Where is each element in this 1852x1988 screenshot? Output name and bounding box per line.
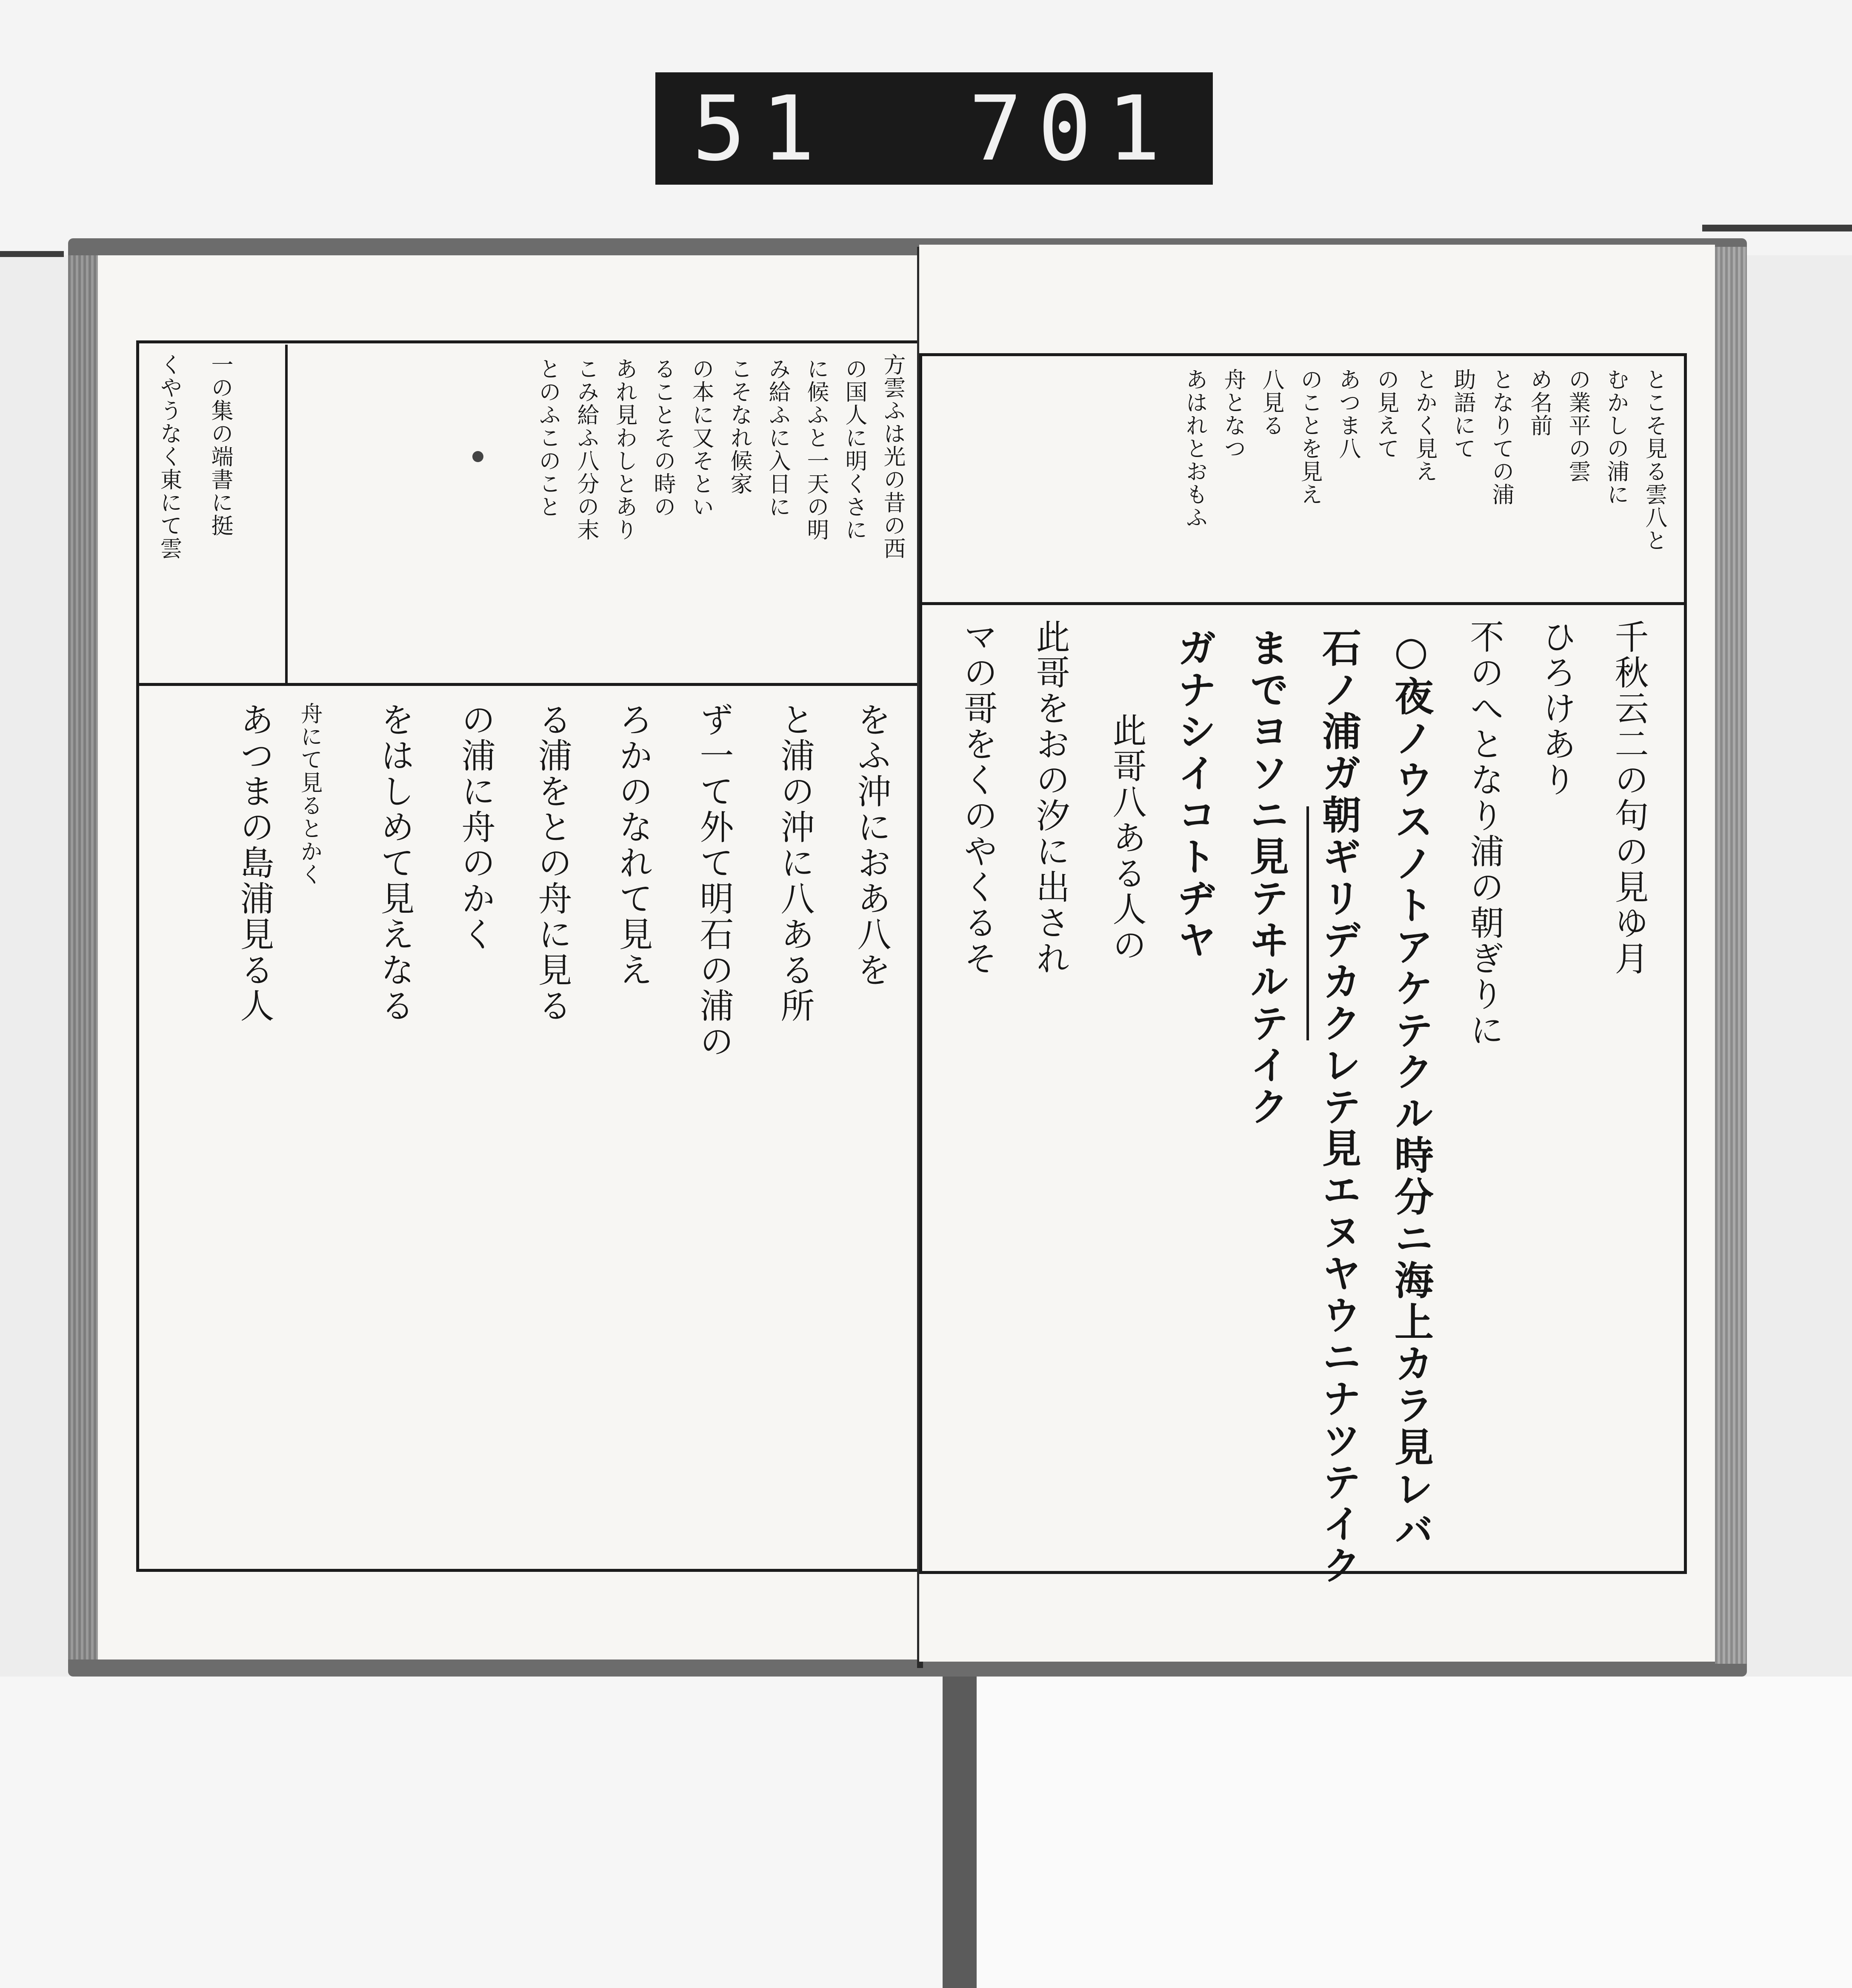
headnote-divider [285,345,288,685]
upper-column: とのふこのこと [535,357,560,518]
left-page-divider [136,683,919,686]
upper-column: あつま八 [1335,368,1360,460]
right-reference-line [1702,225,1852,231]
upper-column: こそなれ候家 [726,357,752,495]
upper-column: 舟となつ [1220,368,1246,460]
upper-column: あはれとおもふ [1182,368,1207,529]
upper-column: とかく見え [1412,368,1437,483]
upper-column: の業平の雲 [1565,368,1590,483]
upper-column: 八見る [1258,368,1284,437]
main-column: と浦の沖に八ある所 [775,702,815,1024]
upper-column: とこそ見る雲八と [1641,368,1667,552]
open-book [68,238,1747,1677]
right-page [919,245,1715,1662]
upper-column: の見えて [1373,368,1399,460]
upper-column: のことを見え [1297,368,1322,506]
main-column: ず一て外て明石の浦の [694,702,734,1060]
bottom-dark-strip [943,1677,977,1988]
upper-column: むかしの浦に [1603,368,1629,506]
upper-column: となりての浦 [1488,368,1514,506]
poem-gloss-column: ガナシイコトヂヤ [1171,628,1217,961]
main-column: 不のへとなり浦の朝ぎりに [1464,619,1504,1048]
upper-column: め名前 [1526,368,1552,437]
headnote-column: くやうなく東にて雲 [156,353,182,560]
main-column: る浦をとの舟に見る [532,702,572,1024]
poem-gloss-column: ○夜ノウスノトアケテクル時分ニ海上カラ見レバ [1388,628,1434,1552]
bottom-left-background [0,1677,949,1988]
main-column: をふ沖におあ八を [852,702,891,988]
main-column: 此哥をおの汐に出され [1030,619,1070,977]
sub-column: 舟にて見るとかく [297,702,322,886]
upper-column: み給ふに入日に [765,357,790,518]
bottom-right-background [977,1677,1852,1988]
upper-column: あれ見わしとあり [612,357,637,541]
page-edges-left [68,255,98,1660]
upper-column: 助語にて [1450,368,1475,460]
translation-rule [1306,806,1309,1040]
headnote-column: 一の集の端書に挺 [207,353,233,537]
headnote-column: 方雲ふは光の昔の西 [880,353,905,560]
upper-column: の国人に明くさに [841,357,867,541]
accession-label [655,72,1213,185]
main-column: の浦に舟のかく [456,702,495,952]
right-page-divider [919,602,1685,605]
main-column: あつまの島浦見る人 [234,702,274,1024]
upper-column: の本に又そとい [688,357,714,518]
page-edges-right [1715,247,1747,1664]
main-column: ひろけあり [1537,619,1576,798]
main-column: マの哥をくのやくるそ [958,619,997,977]
main-column: 此哥八ある人の [1107,713,1146,963]
poem-gloss-column: 石ノ浦ガ朝ギリデカクレテ見エヌヤウニナツテイク [1316,628,1362,1587]
upper-column: こみ給ふ八分の末 [573,357,599,541]
main-column: ろかのなれて見え [613,702,653,988]
upper-column: ることその時の [650,357,675,518]
upper-column: に候ふと一天の明 [803,357,829,541]
poem-gloss-column: までヨソニ見テヰルテイク [1243,628,1289,1128]
main-column: 千秋云二の句の見ゆ月 [1609,619,1649,977]
accession-label-text: 51 701 [692,76,1176,181]
main-column: をはしめて見えなる [375,702,414,1024]
left-page [98,255,919,1660]
ink-spot [472,451,483,462]
left-reference-line [0,251,64,257]
